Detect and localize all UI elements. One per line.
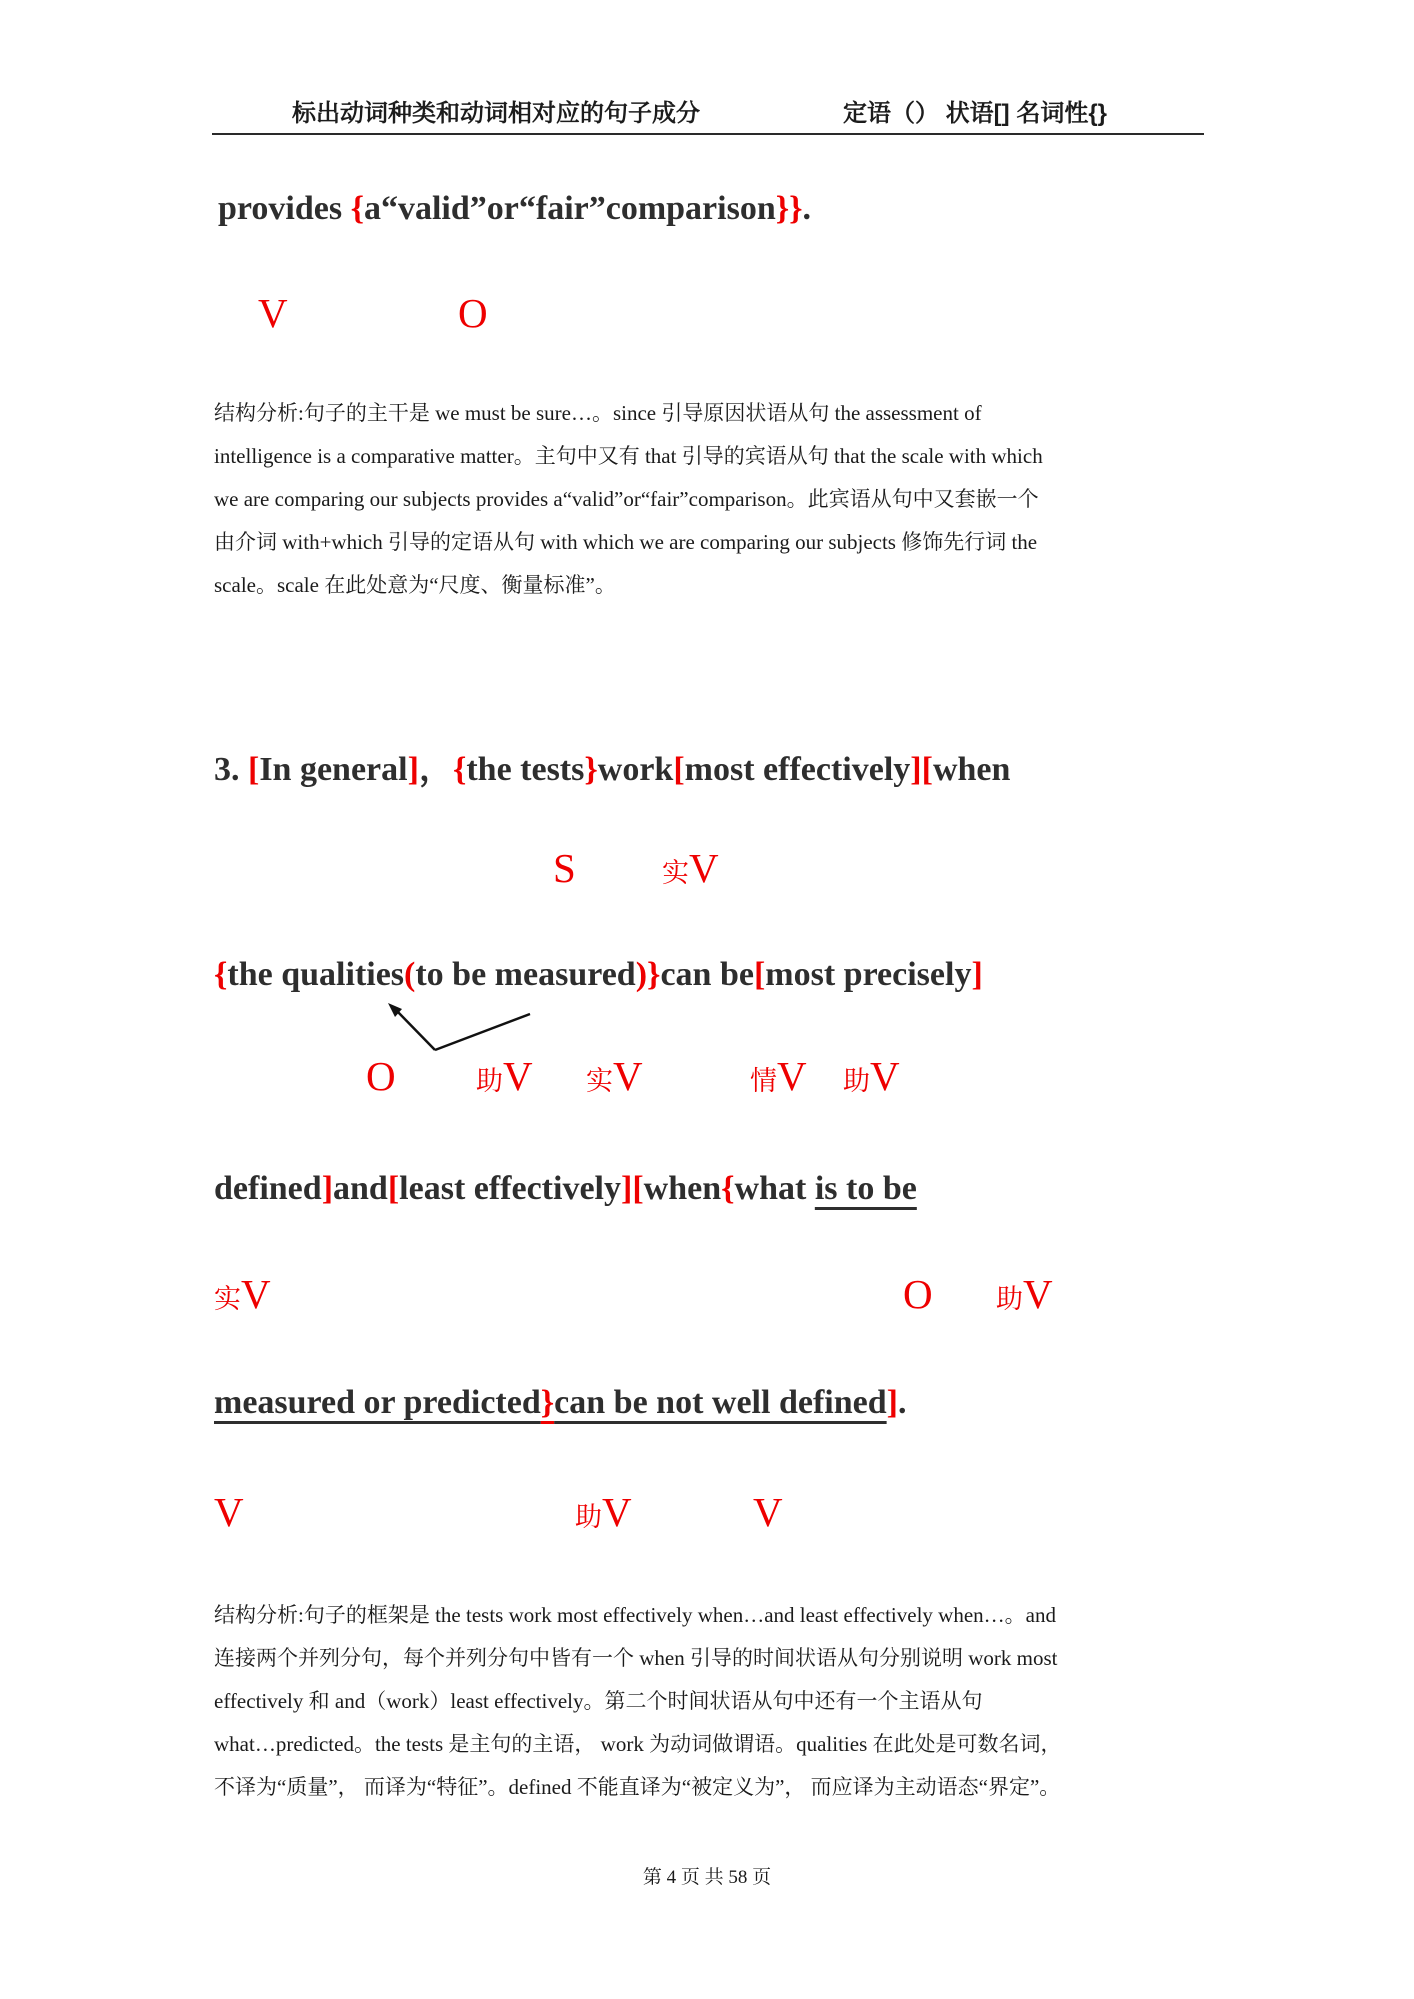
marker-zhu-v: 助V [996,1271,1053,1317]
marker-zhu-v: 助V [843,1053,900,1099]
header-legend: 定语（） 状语[] 名词性{} [843,100,1107,127]
marker-o: O [458,290,488,336]
sentence3-line4: measured or predicted}can be not well defined]. [214,1384,907,1421]
marker-s: S [553,845,576,891]
sentence3-line1: 3. [In general]，{the tests}work[most effectively][when [214,751,1011,788]
sentence2-analysis: 结构分析:句子的主干是 we must be sure…。since 引导原因状语从句 the assessment of intelligence is a comparative matter。主句中又有 that 引导的宾语从句 that the scale with which we are comparing our subjects provides a“valid”or“fair”comparison。此宾语从句中又套嵌一个 由介词 with+which 引导的定语从句 with which we are comparing our subjects 修饰先行词 the scale。scale 在此处意为“尺度、衡量标准”。 [214,401,1043,597]
sentence3-analysis: 结构分析:句子的框架是 the tests work most effectively when…and least effectively when…。and 连接两个并列分句，每个并列分句中皆有一个 when 引导的时间状语从句分别说明 work most effectively 和 and（work）least effectively。第二个时间状语从句中还有一个主语从句 what…predicted。the tests 是主句的主语， work 为动词做谓语。qualities 在此处是可数名词， 不译为“质量”， 而译为“特征”。defined 不能直译为“被定义为”， 而应译为主动语态“界定”。 [214,1603,1062,1799]
arrow-line-right [435,1014,530,1050]
arrow-line-left [396,1010,435,1050]
marker-v: V [214,1489,244,1535]
sentence2-fragment: provides {a“valid”or“fair”comparison}}. [218,190,812,227]
sentence3-line2: {the qualities(to be measured)}can be[most precisely] [214,956,983,993]
sentence3-line3: defined]and[least effectively][when{what is to be [214,1170,917,1207]
header-instruction: 标出动词种类和动词相对应的句子成分 [292,100,700,127]
marker-o: O [903,1271,933,1317]
page-number: 第 4 页 共 58 页 [642,1867,772,1888]
marker-zhu-v: 助V [575,1489,632,1535]
marker-shi-v: 实V [214,1271,271,1317]
marker-v: V [258,290,288,336]
marker-zhu-v: 助V [476,1053,533,1099]
marker-o: O [366,1053,396,1099]
marker-qing-v: 情V [750,1053,807,1099]
marker-shi-v: 实V [662,845,719,891]
marker-v: V [753,1489,783,1535]
marker-shi-v: 实V [586,1053,643,1099]
header-divider [212,133,1204,135]
qualities-pointer-arrow [368,996,538,1058]
